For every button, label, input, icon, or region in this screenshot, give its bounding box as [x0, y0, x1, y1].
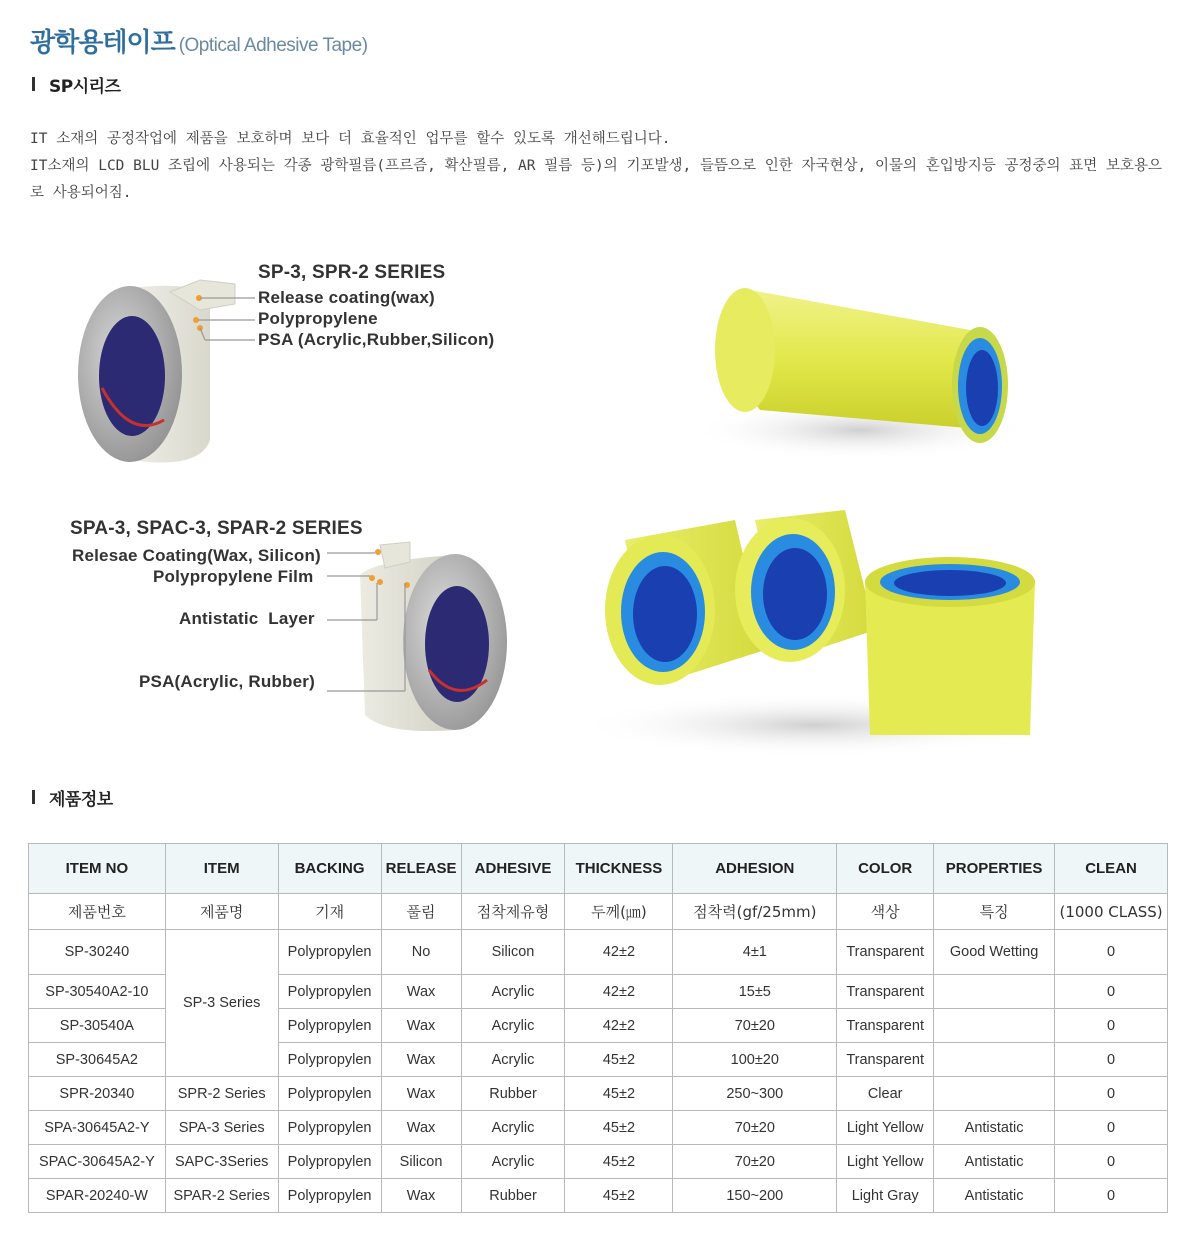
cell-clean: 0 — [1055, 1009, 1168, 1043]
cell-clean: 0 — [1055, 1145, 1168, 1179]
header-item-no-ko: 제품번호 — [29, 894, 166, 930]
cell-adhesive: Acrylic — [461, 1009, 565, 1043]
header-release: RELEASE — [381, 844, 461, 894]
cell-backing: Polypropylen — [278, 1145, 381, 1179]
cell-adhesion: 70±20 — [673, 1145, 837, 1179]
header-item-ko: 제품명 — [165, 894, 278, 930]
three-tape-rolls-photo — [575, 510, 1055, 760]
cell-thickness: 45±2 — [565, 1043, 673, 1077]
cell-clean: 0 — [1055, 1179, 1168, 1213]
series-section-label: SP시리즈 — [49, 76, 121, 97]
header-adhesive-ko: 점착제유형 — [461, 894, 565, 930]
cell-adhesion: 70±20 — [673, 1111, 837, 1145]
cell-properties — [934, 1077, 1055, 1111]
cell-backing: Polypropylen — [278, 930, 381, 975]
header-thickness-ko: 두께(㎛) — [565, 894, 673, 930]
page-title — [30, 22, 368, 58]
cell-color: Transparent — [837, 1043, 934, 1077]
intro-line-2: IT소재의 LCD BLU 조립에 사용되는 각종 광학필름(프르즘, 확산필름, AR 필름 등)의 기포발생, 들뜸으로 인한 자국현상, 이물의 혼입방지등 공정중의 표면 보호용으로 사용되어짐. — [30, 158, 1162, 201]
cell-item-no: SPAR-20240-W — [29, 1179, 166, 1213]
cell-item-no: SP-30540A2-10 — [29, 975, 166, 1009]
cell-adhesive: Rubber — [461, 1077, 565, 1111]
cell-release: Wax — [381, 1009, 461, 1043]
header-properties: PROPERTIES — [934, 844, 1055, 894]
diagram-1-layer-release: Release coating(wax) — [258, 288, 435, 307]
cell-release: Wax — [381, 1043, 461, 1077]
cell-properties: Antistatic — [934, 1145, 1055, 1179]
diagram-2-layer-antistatic: Antistatic Layer — [179, 609, 315, 628]
header-clean-ko: (1000 CLASS) — [1055, 894, 1168, 930]
cell-thickness: 42±2 — [565, 975, 673, 1009]
table-row — [29, 1111, 1168, 1145]
header-properties-ko: 특징 — [934, 894, 1055, 930]
cell-adhesion: 150~200 — [673, 1179, 837, 1213]
diagram-1-title: SP-3, SPR-2 SERIES — [258, 262, 446, 283]
cell-thickness: 42±2 — [565, 1009, 673, 1043]
cell-thickness: 45±2 — [565, 1179, 673, 1213]
series-section-heading — [32, 73, 120, 95]
header-color-ko: 색상 — [837, 894, 934, 930]
page-title-english: (Optical Adhesive Tape) — [178, 35, 368, 56]
cell-adhesion: 250~300 — [673, 1077, 837, 1111]
diagram-2-layer-release: Relesae Coating(Wax, Silicon) — [72, 546, 321, 565]
cell-properties: Antistatic — [934, 1179, 1055, 1213]
cell-adhesive: Acrylic — [461, 975, 565, 1009]
cell-properties: Antistatic — [934, 1111, 1055, 1145]
table-header-row-korean — [29, 894, 1168, 930]
cell-adhesive: Silicon — [461, 930, 565, 975]
cell-thickness: 45±2 — [565, 1111, 673, 1145]
cell-thickness: 42±2 — [565, 930, 673, 975]
cell-backing: Polypropylen — [278, 1111, 381, 1145]
section-bullet — [32, 77, 35, 91]
header-backing: BACKING — [278, 844, 381, 894]
diagram-2-title: SPA-3, SPAC-3, SPAR-2 SERIES — [70, 518, 363, 539]
cell-properties — [934, 975, 1055, 1009]
header-item-no: ITEM NO — [29, 844, 166, 894]
cell-properties — [934, 1009, 1055, 1043]
product-spec-table — [28, 843, 1168, 1213]
intro-text — [30, 126, 1162, 207]
section-bullet — [32, 790, 35, 804]
diagram-2-layer-adhesive: PSA(Acrylic, Rubber) — [139, 672, 315, 691]
intro-line-1: IT 소재의 공정작업에 제품을 보호하며 보다 더 효율적인 업무를 할수 있도록 개선해드립니다. — [30, 131, 671, 147]
cell-item: SPA-3 Series — [165, 1111, 278, 1145]
cell-item-no: SP-30645A2 — [29, 1043, 166, 1077]
cell-clean: 0 — [1055, 975, 1168, 1009]
cell-backing: Polypropylen — [278, 1043, 381, 1077]
product-section-heading — [32, 786, 113, 808]
cell-thickness: 45±2 — [565, 1145, 673, 1179]
cell-clean: 0 — [1055, 1077, 1168, 1111]
cell-release: Wax — [381, 1077, 461, 1111]
cell-release: Wax — [381, 975, 461, 1009]
cell-release: Silicon — [381, 1145, 461, 1179]
table-row — [29, 930, 1168, 975]
cell-color: Light Yellow — [837, 1111, 934, 1145]
cell-item: SP-3 Series — [165, 930, 278, 1077]
cell-color: Light Yellow — [837, 1145, 934, 1179]
header-color: COLOR — [837, 844, 934, 894]
cell-item-no: SPR-20340 — [29, 1077, 166, 1111]
cell-release: No — [381, 930, 461, 975]
cell-clean: 0 — [1055, 1111, 1168, 1145]
cell-color: Clear — [837, 1077, 934, 1111]
cell-adhesive: Acrylic — [461, 1111, 565, 1145]
cell-adhesive: Acrylic — [461, 1145, 565, 1179]
header-adhesive: ADHESIVE — [461, 844, 565, 894]
cell-backing: Polypropylen — [278, 1009, 381, 1043]
header-adhesion: ADHESION — [673, 844, 837, 894]
cell-properties — [934, 1043, 1055, 1077]
cell-color: Light Gray — [837, 1179, 934, 1213]
header-thickness: THICKNESS — [565, 844, 673, 894]
yellow-tape-roll-photo — [690, 280, 1030, 460]
cell-adhesion: 15±5 — [673, 975, 837, 1009]
cell-properties: Good Wetting — [934, 930, 1055, 975]
cell-adhesion: 100±20 — [673, 1043, 837, 1077]
page-title-korean: 광학용테이프 — [30, 28, 175, 58]
diagram-2-layer-backing: Polypropylene Film — [153, 567, 314, 586]
table-row — [29, 1179, 1168, 1213]
header-item: ITEM — [165, 844, 278, 894]
cell-clean: 0 — [1055, 1043, 1168, 1077]
diagram-1-layer-adhesive: PSA (Acrylic,Rubber,Silicon) — [258, 330, 495, 349]
product-section-label: 제품정보 — [49, 789, 113, 810]
table-row — [29, 1077, 1168, 1111]
header-backing-ko: 기재 — [278, 894, 381, 930]
header-adhesion-ko: 점착력(gf/25mm) — [673, 894, 837, 930]
cell-thickness: 45±2 — [565, 1077, 673, 1111]
cell-item-no: SPA-30645A2-Y — [29, 1111, 166, 1145]
cell-backing: Polypropylen — [278, 975, 381, 1009]
diagram-1-leader-lines — [195, 285, 260, 355]
header-release-ko: 풀림 — [381, 894, 461, 930]
cell-item: SPR-2 Series — [165, 1077, 278, 1111]
diagram-1-layer-backing: Polypropylene — [258, 309, 378, 328]
cell-item: SPAR-2 Series — [165, 1179, 278, 1213]
table-header-row-english — [29, 844, 1168, 894]
cell-adhesive: Rubber — [461, 1179, 565, 1213]
cell-item-no: SPAC-30645A2-Y — [29, 1145, 166, 1179]
table-row — [29, 1145, 1168, 1179]
cell-release: Wax — [381, 1179, 461, 1213]
header-clean: CLEAN — [1055, 844, 1168, 894]
cell-clean: 0 — [1055, 930, 1168, 975]
cell-adhesive: Acrylic — [461, 1043, 565, 1077]
diagram-2-leader-lines — [325, 545, 415, 695]
cell-adhesion: 4±1 — [673, 930, 837, 975]
cell-color: Transparent — [837, 1009, 934, 1043]
cell-item-no: SP-30240 — [29, 930, 166, 975]
cell-release: Wax — [381, 1111, 461, 1145]
cell-color: Transparent — [837, 975, 934, 1009]
cell-item: SAPC-3Series — [165, 1145, 278, 1179]
cell-backing: Polypropylen — [278, 1077, 381, 1111]
cell-item-no: SP-30540A — [29, 1009, 166, 1043]
cell-adhesion: 70±20 — [673, 1009, 837, 1043]
cell-color: Transparent — [837, 930, 934, 975]
cell-backing: Polypropylen — [278, 1179, 381, 1213]
